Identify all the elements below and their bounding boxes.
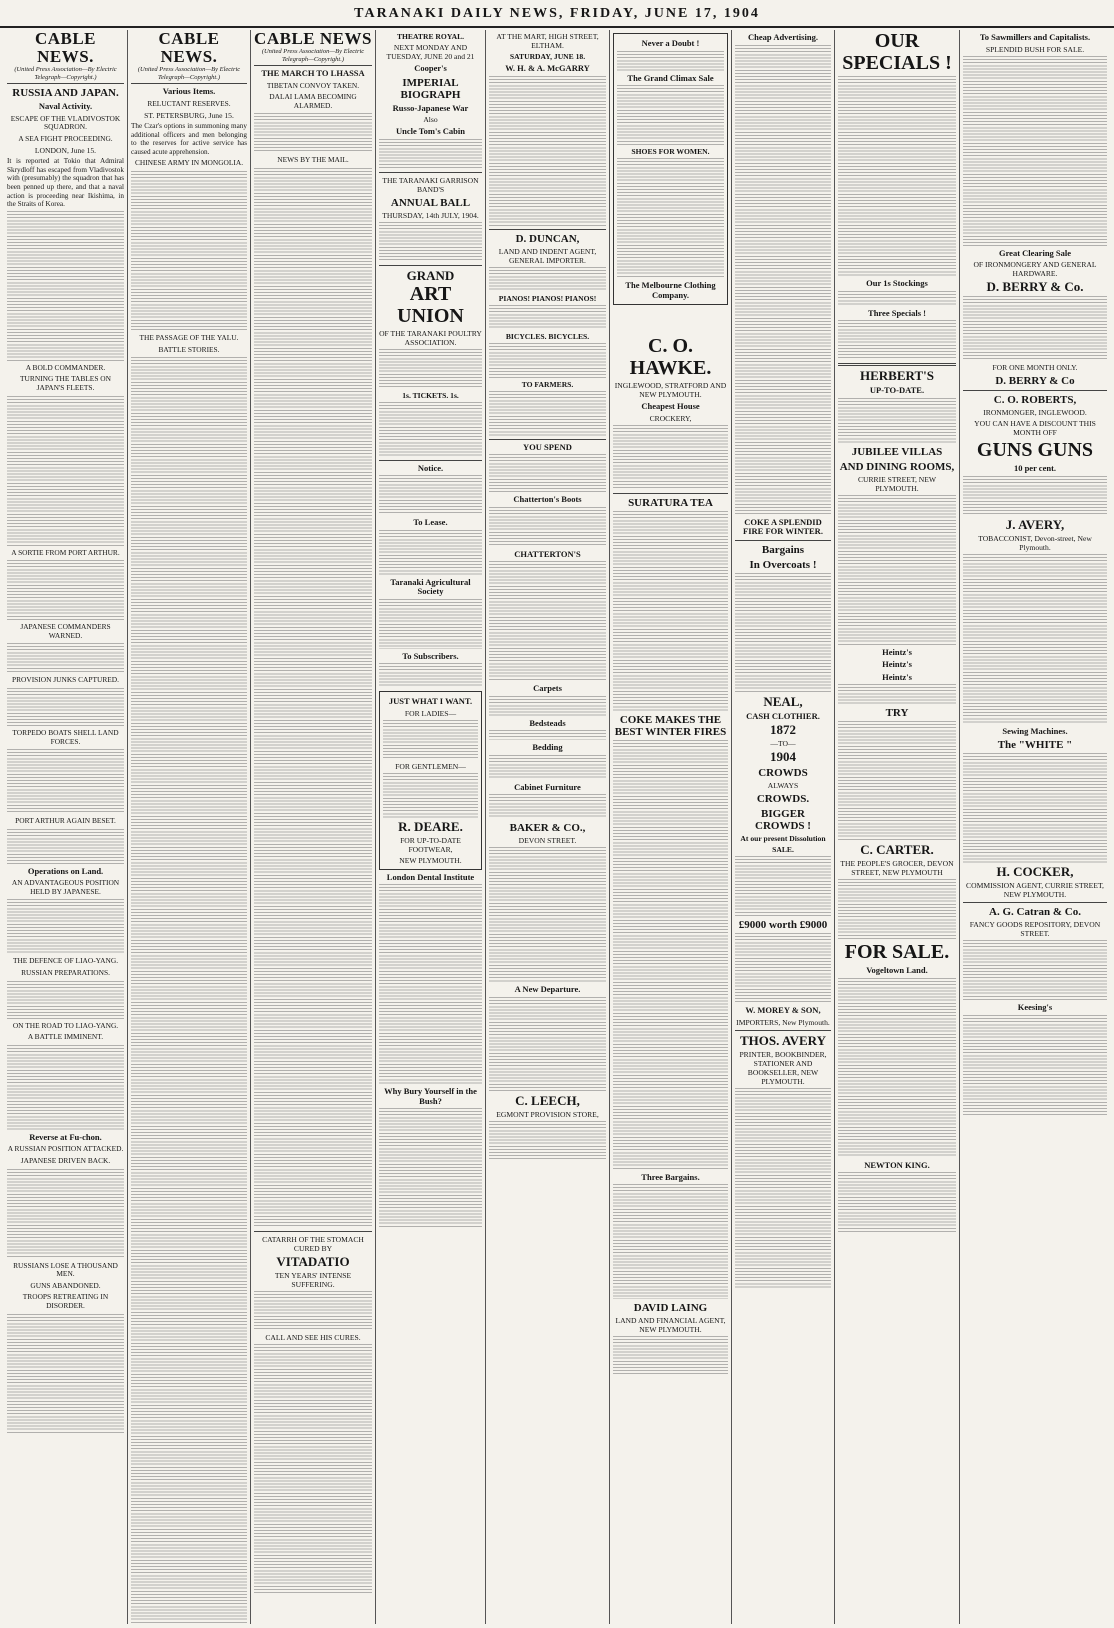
ad-text: DEVON STREET. [518, 836, 577, 845]
ad-text: 1s. TICKETS. 1s. [402, 390, 459, 400]
ad-body [963, 56, 1107, 246]
subheading: AN ADVANTAGEOUS POSITION HELD BY JAPANESE. [11, 878, 120, 896]
ad-heading: To Sawmillers and Capitalists. [979, 32, 1091, 42]
ad-heading: Vogeltown Land. [866, 965, 928, 975]
ad-heading: Cheapest House [641, 401, 700, 411]
ad-body [379, 402, 482, 457]
ad-body [489, 343, 606, 378]
ad-body [489, 267, 606, 292]
ad-body [963, 476, 1107, 516]
ad-text: SPLENDID BUSH FOR SALE. [985, 44, 1085, 54]
ad-body [613, 1336, 728, 1376]
column-4 [376, 30, 486, 1624]
subheading: A SEA FIGHT PROCEEDING. [18, 133, 113, 143]
ad-text: IRONMONGER, INGLEWOOD. [983, 408, 1087, 417]
ad-text: PIANOS! PIANOS! PIANOS! [498, 293, 597, 303]
ad-heading: J. AVERY, [1005, 516, 1065, 532]
section-heading: RUSSIA AND JAPAN. [12, 87, 119, 99]
ad-body [963, 753, 1107, 863]
masthead-title: TARANAKI DAILY NEWS, FRIDAY, JUNE 17, 1904 [354, 6, 760, 21]
ad-heading: Heintz's [882, 671, 912, 682]
ad-heading: Russo-Japanese War [392, 102, 469, 113]
ad-heading: THOS. AVERY [740, 1032, 826, 1048]
ad-heading: 10 per cent. [1013, 463, 1057, 473]
ad-text: PRINTER, BOOKBINDER, STATIONER AND BOOKSELLER, NEW PLYMOUTH. [739, 1049, 827, 1086]
ad-body [617, 51, 724, 71]
ad-body [838, 320, 956, 360]
ad-text: BICYCLES. BICYCLES. [505, 331, 590, 341]
ad-heading: Heintz's [882, 646, 912, 657]
columns [4, 30, 1110, 1624]
ad-heading: D. DUNCAN, [515, 232, 580, 245]
article-text [131, 357, 247, 1624]
subheading: BATTLE STORIES. [158, 344, 220, 354]
ad-body [838, 879, 956, 939]
ad-year: 1872 [770, 722, 796, 737]
ad-body [735, 856, 831, 916]
article-text [7, 688, 124, 726]
ad-body [489, 454, 606, 492]
credit-line: (United Press Association—By Electric Telegraph—Copyright.) [254, 48, 372, 66]
cable-news-title: CABLE NEWS [254, 30, 372, 48]
ad-heading: Uncle Tom's Cabin [396, 126, 465, 136]
subheading: JAPANESE COMMANDERS WARNED. [20, 622, 111, 640]
ad-body [379, 599, 482, 649]
ad-body [489, 696, 606, 716]
ad-body [613, 740, 728, 1170]
ad-text: AT THE MART, HIGH STREET, ELTHAM. [496, 32, 599, 50]
ad-heading: Three Specials ! [868, 307, 926, 318]
ad-heading: CROWDS [758, 767, 808, 779]
ad-body [963, 296, 1107, 361]
divider [838, 363, 956, 366]
ad-heading: The Grand Climax Sale [627, 72, 714, 83]
credit-line: (United Press Association—By Electric Telegraph—Copyright.) [131, 66, 247, 84]
ad-body [613, 511, 728, 711]
divider [379, 265, 482, 266]
ad-heading: Carpets [533, 683, 562, 693]
section-heading: Naval Activity. [38, 101, 93, 111]
subheading: ESCAPE OF THE VLADIVOSTOK SQUADRON. [10, 113, 121, 132]
ad-heading: Cheap Advertising. [748, 32, 818, 42]
ad-text: SATURDAY, JUNE 18. [509, 52, 586, 61]
article-text [7, 396, 124, 546]
ad-body [617, 85, 724, 145]
ad-body [838, 76, 956, 276]
subheading: ON THE ROAD TO LIAO-YANG. [12, 1020, 119, 1030]
section-heading: Operations on Land. [27, 865, 104, 876]
ad-heading: Bedsteads [529, 717, 566, 728]
ad-heading: £9000 worth £9000 [738, 919, 828, 931]
ad-body [735, 933, 831, 1003]
ad-heading: HERBERT'S [860, 368, 934, 383]
ad-heading: Bedding [532, 742, 563, 752]
ad-heading: Cooper's [414, 63, 447, 73]
article-text [7, 211, 124, 361]
ad-body [838, 978, 956, 1158]
article-text [7, 981, 124, 1019]
ad-heading: CASH CLOTHIER. [746, 710, 820, 721]
section-heading: THE MARCH TO LHASSA [261, 68, 365, 78]
ad-body [489, 847, 606, 982]
ad-text: THE TARANAKI GARRISON BAND'S [382, 175, 479, 194]
divider [735, 540, 831, 541]
ad-heading: London Dental Institute [386, 871, 475, 882]
article-text [7, 1314, 124, 1434]
ad-heading: C. LEECH, [515, 1092, 580, 1108]
ad-box [379, 691, 482, 870]
ad-box [613, 33, 728, 305]
ad-heading: D. BERRY & Co. [986, 279, 1084, 294]
ad-heading: Our 1s Stockings [866, 278, 928, 288]
article-text: The Czar's options in summoning many additional officers and men belonging to the reserves for active service has caused acute apprehension. [131, 122, 247, 156]
cable-news-title: CABLE NEWS. [158, 30, 220, 66]
ad-heading: OUR [874, 30, 920, 52]
ad-heading: To Subscribers. [402, 650, 459, 661]
ad-heading: UP-TO-DATE. [869, 385, 925, 395]
ad-heading: BIGGER CROWDS ! [755, 808, 811, 832]
ad-heading: Great Clearing Sale [998, 247, 1072, 258]
ad-heading: CHATTERTON'S [514, 548, 581, 559]
ad-heading: AND DINING ROOMS, [839, 460, 955, 473]
ad-heading: COKE MAKES THE BEST WINTER FIRES [614, 713, 727, 738]
subheading: A BATTLE IMMINENT. [27, 1032, 104, 1042]
ad-text: EGMONT PROVISION STORE, [496, 1109, 599, 1119]
divider [379, 172, 482, 173]
ad-body [379, 349, 482, 389]
article-text [7, 1169, 124, 1259]
ad-heading: IMPERIAL BIOGRAPH [400, 76, 461, 101]
ad-heading: Bargains [761, 543, 805, 556]
column-9 [960, 30, 1110, 1624]
divider [254, 1231, 372, 1232]
subheading: THE PASSAGE OF THE YALU. [139, 333, 239, 343]
ad-text: NEXT MONDAY AND TUESDAY, JUNE 20 and 21 [386, 43, 475, 61]
ad-heading: BAKER & CO., [509, 822, 586, 834]
ad-heading: SURATURA TEA [628, 496, 713, 509]
ad-heading: JUBILEE VILLAS [851, 445, 943, 458]
article-text [254, 113, 372, 153]
subheading: A RUSSIAN POSITION ATTACKED. [7, 1144, 124, 1154]
subheading: GUNS ABANDONED. [30, 1280, 101, 1290]
ad-heading: COKE A SPLENDID FIRE FOR WINTER. [743, 516, 823, 536]
ad-heading: Chatterton's Boots [513, 494, 582, 504]
ad-body [379, 884, 482, 1084]
ad-heading: Heintz's [882, 659, 912, 669]
ad-heading: Taranaki Agricultural Society [390, 576, 471, 596]
ad-heading: C. CARTER. [860, 842, 934, 857]
ad-text: COMMISSION AGENT, CURRIE STREET, NEW PLYMOUTH. [966, 881, 1104, 899]
ad-body [379, 139, 482, 169]
ad-body [963, 940, 1107, 1000]
subheading: A SORTIE FROM PORT ARTHUR. [11, 547, 120, 557]
ad-text: CURRIE STREET, NEW PLYMOUTH. [857, 474, 937, 493]
ad-heading: TRY [885, 707, 909, 719]
subheading: RUSSIANS LOSE A THOUSAND MEN. [13, 1260, 118, 1279]
ad-text: SALE. [772, 845, 794, 854]
ad-heading: DAVID LAING [633, 1302, 708, 1314]
cable-news-title: CABLE NEWS. [34, 30, 97, 66]
article-text [7, 749, 124, 814]
subheading: TURNING THE TABLES ON JAPAN'S FLEETS. [20, 374, 111, 393]
ad-text: CATARRH OF THE STOMACH CURED BY [262, 1234, 364, 1253]
ad-heading: YOU SPEND [523, 441, 572, 452]
subheading: CHINESE ARMY IN MONGOLIA. [134, 158, 244, 168]
ad-heading: Notice. [417, 462, 444, 473]
ad-body [838, 721, 956, 841]
ad-heading: GRAND [406, 267, 455, 283]
ad-text: —TO— [770, 739, 796, 748]
ad-body [379, 222, 482, 262]
ad-body [735, 45, 831, 515]
divider [613, 493, 728, 494]
ad-text: TOBACCONIST, Devon-street, New Plymouth. [978, 533, 1092, 552]
ad-body [379, 663, 482, 688]
ad-body [379, 530, 482, 575]
ad-text: CROCKERY, [649, 413, 692, 423]
subheading: A BOLD COMMANDER. [25, 362, 106, 372]
ad-heading: CROWDS. [756, 793, 810, 805]
ad-heading: ANNUAL BALL [390, 196, 471, 209]
column-6 [610, 30, 732, 1624]
ad-body [613, 425, 728, 490]
ad-text: TEN YEARS' INTENSE SUFFERING. [274, 1270, 352, 1289]
dateline: LONDON, June 15. [34, 146, 97, 156]
article-text [7, 1045, 124, 1130]
ad-text: At our present Dissolution [740, 834, 826, 843]
ad-body [735, 573, 831, 693]
ad-year: 1904 [770, 749, 796, 764]
subheading: PROVISION JUNKS CAPTURED. [12, 675, 119, 685]
subheading: TROOPS RETREATING IN DISORDER. [22, 1292, 109, 1310]
subheading: THE DEFENCE OF LIAO-YANG. [12, 956, 119, 966]
dateline: ST. PETERSBURG, June 15. [144, 111, 234, 121]
divider [963, 390, 1107, 391]
ad-heading: A New Departure. [514, 984, 581, 994]
ad-text: NEW PLYMOUTH. [399, 855, 462, 865]
ad-heading: THEATRE ROYAL. [396, 32, 465, 41]
ad-body [254, 1291, 372, 1331]
divider [735, 1030, 831, 1031]
divider [489, 439, 606, 440]
ad-body [383, 720, 478, 760]
column-1 [4, 30, 128, 1624]
ad-body [489, 561, 606, 681]
ad-heading: Keesing's [1017, 1002, 1053, 1012]
divider [379, 460, 482, 461]
ad-text: IMPORTERS, New Plymouth. [736, 1017, 830, 1027]
ad-body [379, 1108, 482, 1228]
ad-heading: SPECIALS ! [842, 52, 952, 74]
ad-body [489, 76, 606, 226]
ad-text: THURSDAY, 14th JULY, 1904. [382, 210, 479, 220]
ad-text: OF IRONMONGERY AND GENERAL HARDWARE. [973, 260, 1097, 278]
ad-body [963, 1015, 1107, 1115]
subheading: TIBETAN CONVOY TAKEN. [266, 80, 360, 90]
ad-heading: The Melbourne Clothing Company. [625, 280, 716, 300]
ad-heading: W. H. & A. McGARRY [505, 63, 590, 73]
ad-text: INGLEWOOD, STRATFORD AND NEW PLYMOUTH. [614, 381, 727, 399]
ad-body [838, 291, 956, 306]
divider [489, 229, 606, 230]
credit-line: (United Press Association—By Electric Telegraph—Copyright.) [7, 66, 124, 84]
ad-heading: C. O. ROBERTS, [993, 394, 1077, 406]
ad-heading: A. G. Catran & Co. [989, 906, 1081, 918]
ad-brand: VITADATIO [276, 1253, 350, 1269]
ad-heading: Never a Doubt ! [641, 38, 700, 48]
ad-body [489, 507, 606, 547]
ad-heading: Why Bury Yourself in the Bush? [384, 1086, 477, 1106]
ad-text: YOU CAN HAVE A DISCOUNT THIS MONTH OFF [974, 419, 1096, 437]
article-text [131, 171, 247, 331]
section-heading: Various Items. [162, 86, 216, 96]
ad-heading: W. MOREY & SON, [745, 1005, 821, 1015]
ad-body [489, 391, 606, 436]
subheading: NEWS BY THE MAIL. [277, 155, 349, 165]
ad-text: FOR GENTLEMEN— [395, 761, 466, 771]
subheading: PORT ARTHUR AGAIN BESET. [15, 816, 116, 826]
ad-body [613, 1184, 728, 1299]
ad-heading: The "WHITE " [997, 739, 1073, 751]
ad-body [379, 475, 482, 515]
ad-heading: In Overcoats ! [749, 558, 817, 571]
column-8 [835, 30, 960, 1624]
ad-heading: ART UNION [397, 282, 464, 327]
ad-text: FANCY GOODS REPOSITORY, DEVON STREET. [969, 920, 1101, 938]
column-5 [486, 30, 610, 1624]
ad-text: OF THE TARANAKI POULTRY ASSOCIATION. [379, 328, 482, 347]
ad-text: THE PEOPLE'S GROCER, DEVON STREET, NEW PLYMOUTH [840, 859, 954, 877]
ad-body [838, 1172, 956, 1232]
masthead [0, 0, 1114, 28]
ad-heading: NEAL, [763, 693, 803, 709]
ad-heading: R. DEARE. [398, 818, 463, 834]
ad-heading: JUST WHAT I WANT. [388, 696, 473, 706]
ad-body [963, 554, 1107, 724]
section-heading: Reverse at Fu-chon. [29, 1131, 102, 1142]
ad-body [489, 997, 606, 1092]
article-text: It is reported at Tokio that Admiral Skrydloff has escaped from Vladivostok with (presumably) the squadron that has been penned up there, and that a naval action is proceeding near Ikishima, in the Straits of Korea. [7, 157, 124, 209]
ad-heading: NEWTON KING. [864, 1159, 930, 1170]
ad-heading: C. O. HAWKE. [629, 335, 712, 379]
ad-heading: D. BERRY & Co [995, 375, 1075, 387]
ad-body [489, 1121, 606, 1161]
subheading: RUSSIAN PREPARATIONS. [21, 968, 110, 978]
ad-text: CALL AND SEE HIS CURES. [265, 1332, 361, 1342]
ad-text: ALWAYS [767, 781, 799, 790]
ad-body [617, 158, 724, 278]
ad-text: LAND AND INDENT AGENT, GENERAL IMPORTER. [498, 246, 597, 265]
column-2 [128, 30, 251, 1624]
ad-text: LAND AND FINANCIAL AGENT, NEW PLYMOUTH. [615, 1316, 726, 1334]
article-text [7, 829, 124, 864]
subheading: DALAI LAMA BECOMING ALARMED. [269, 92, 357, 110]
subheading: TORPEDO BOATS SHELL LAND FORCES. [12, 728, 119, 746]
ad-body [489, 794, 606, 819]
ad-heading: To Lease. [413, 517, 448, 527]
article-text [254, 168, 372, 1228]
ad-body [383, 773, 478, 818]
ad-heading: Sewing Machines. [1002, 725, 1068, 736]
ad-heading: H. COCKER, [996, 864, 1074, 879]
ad-text: FOR UP-TO-DATE FOOTWEAR, [400, 835, 461, 854]
ad-text: TO FARMERS. [521, 379, 574, 389]
ad-text: SHOES FOR WOMEN. [631, 147, 710, 156]
ad-body [254, 1344, 372, 1594]
ad-body [838, 398, 956, 443]
column-3 [251, 30, 376, 1624]
ad-body [489, 305, 606, 330]
ad-text: Also [423, 115, 438, 124]
subheading: RELUCTANT RESERVES. [147, 98, 231, 108]
ad-body [838, 495, 956, 645]
ad-text: FOR LADIES— [404, 708, 457, 718]
article-text [7, 560, 124, 620]
ad-heading: Cabinet Furniture [514, 781, 581, 792]
article-text [7, 899, 124, 954]
column-7 [732, 30, 835, 1624]
ad-body [489, 730, 606, 740]
ad-heading: Three Bargains. [641, 1171, 700, 1182]
ad-body [838, 684, 956, 704]
ad-heading: GUNS GUNS [976, 439, 1094, 461]
ad-body [735, 1088, 831, 1288]
subheading: JAPANESE DRIVEN BACK. [20, 1155, 111, 1165]
article-text [7, 643, 124, 673]
divider [963, 902, 1107, 903]
ad-text: FOR ONE MONTH ONLY. [992, 363, 1078, 372]
ad-body [489, 755, 606, 780]
ad-heading: FOR SALE. [844, 941, 950, 963]
